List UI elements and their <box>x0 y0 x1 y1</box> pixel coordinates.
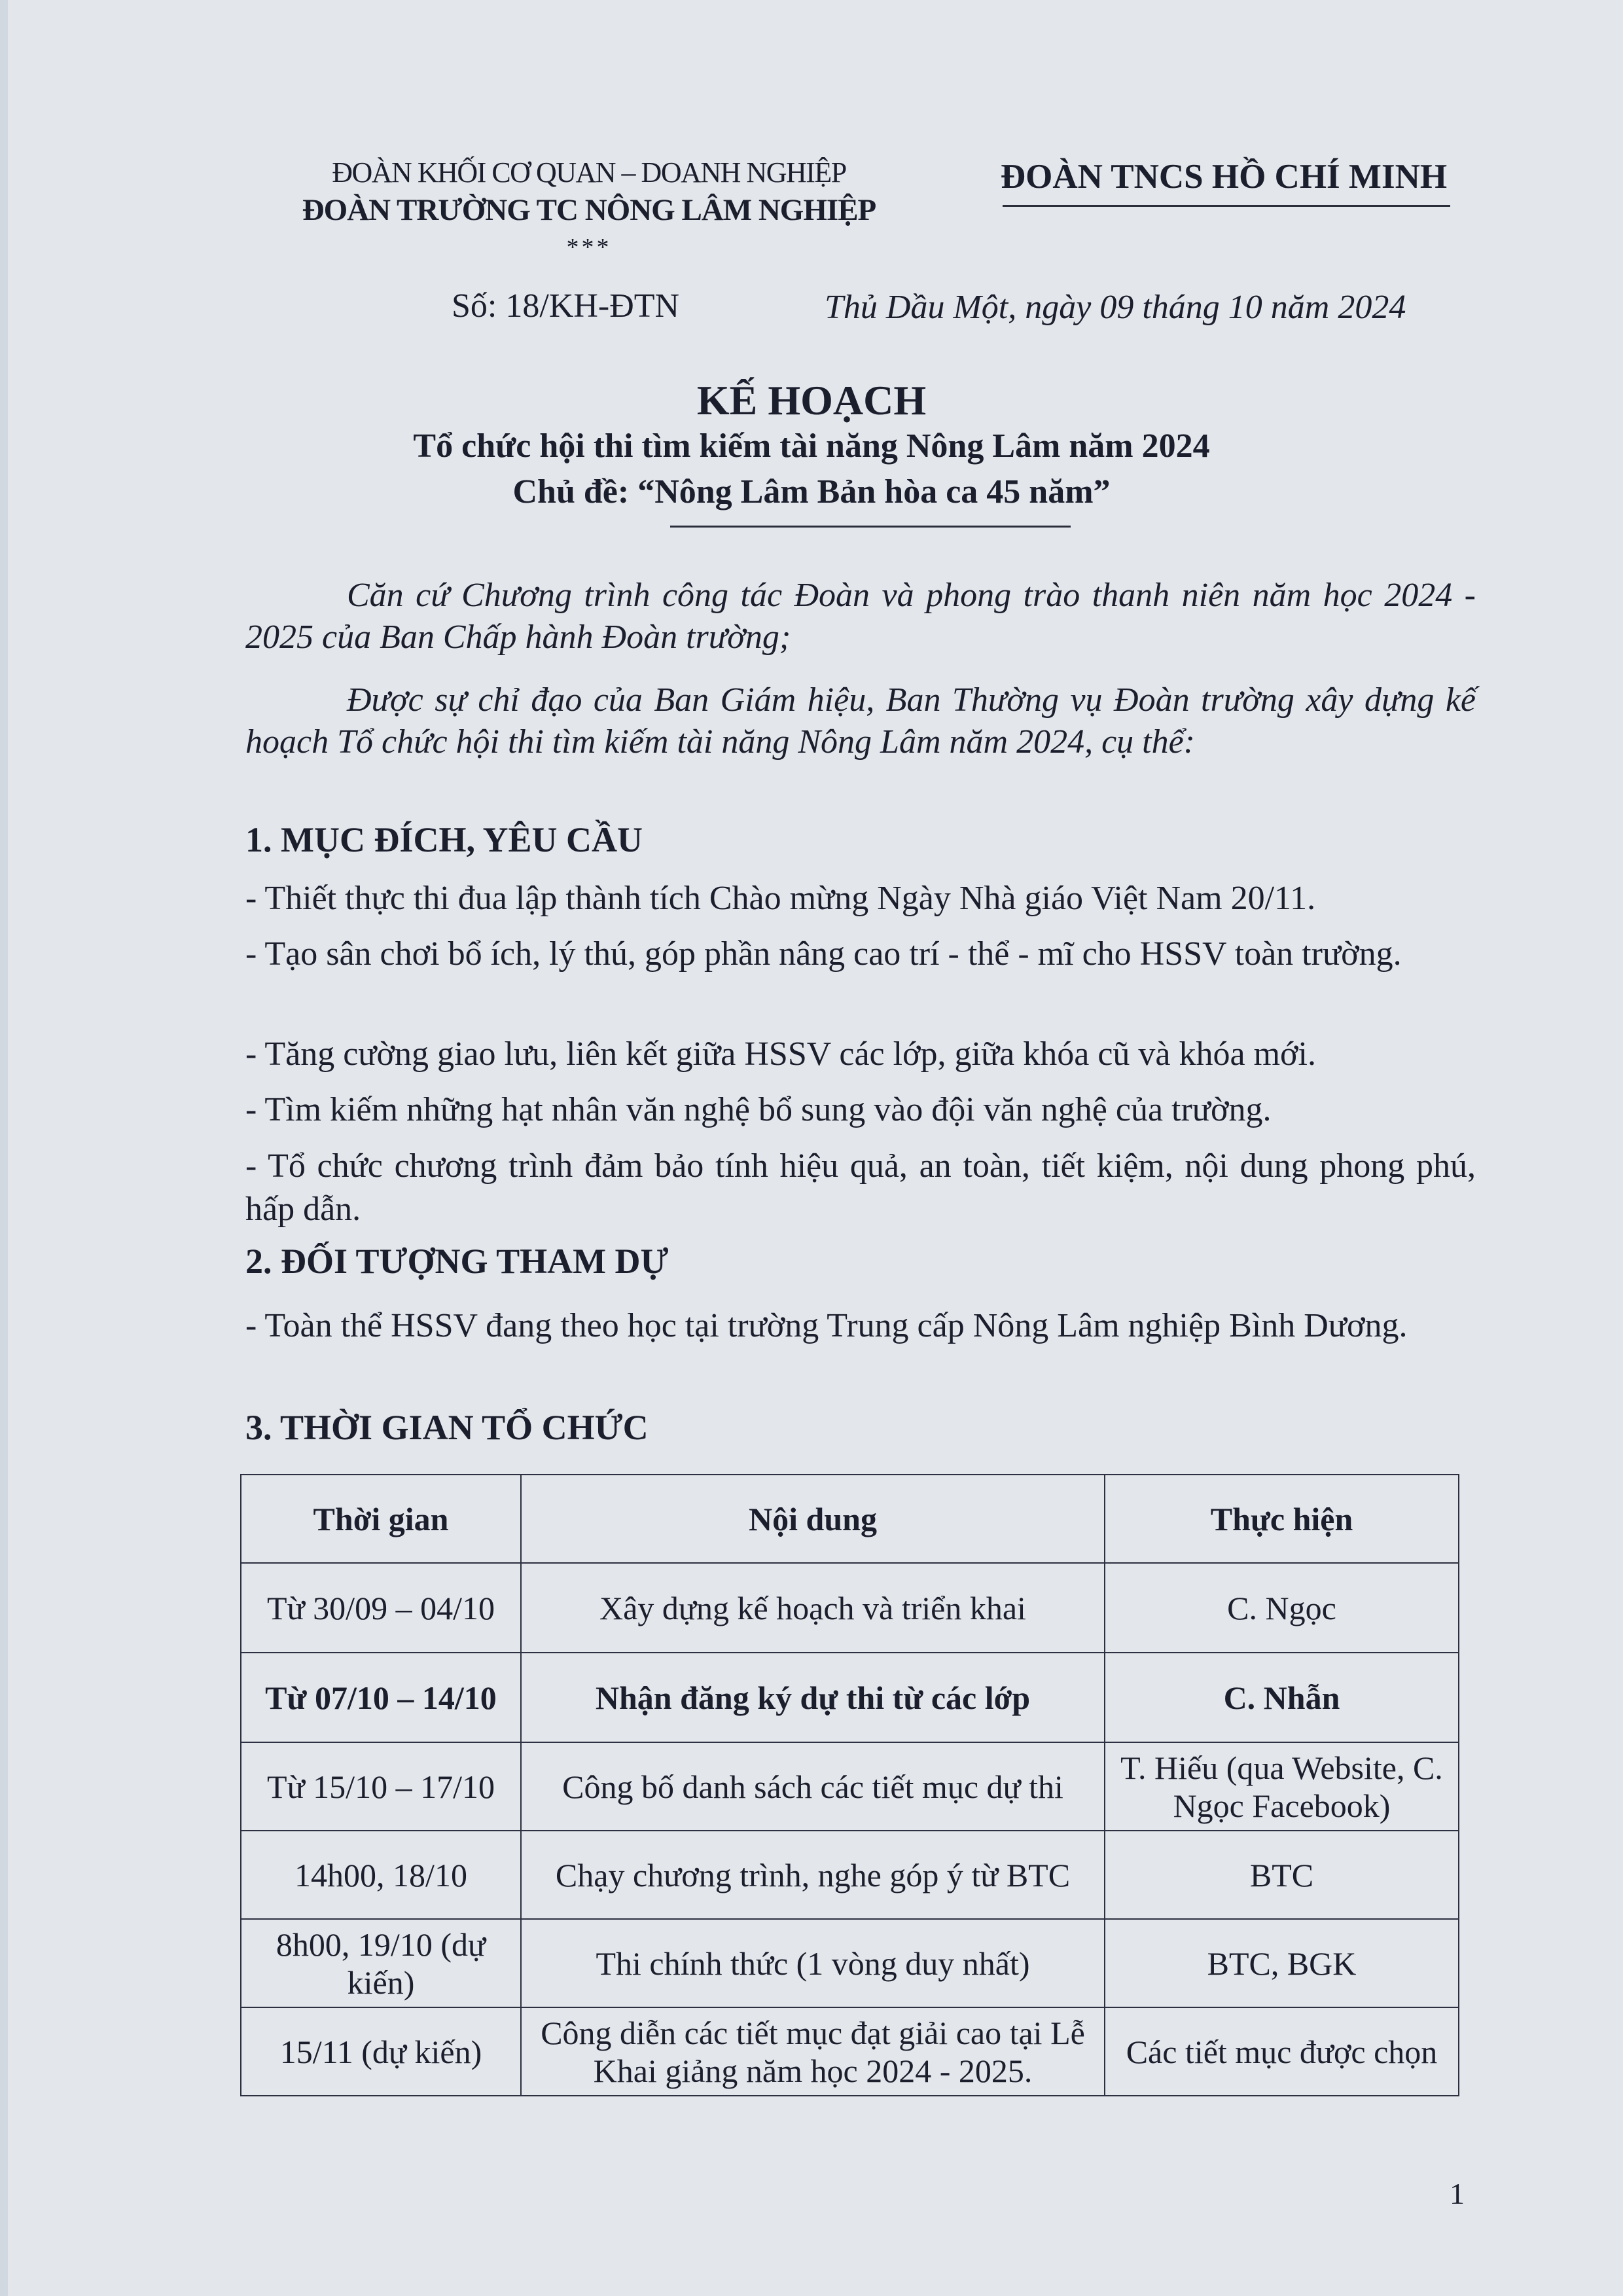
doc-subtitle-2: Chủ đề: “Nông Lâm Bản hòa ca 45 năm” <box>512 473 1111 511</box>
section-1-item: - Thiết thực thi đua lập thành tích Chào mừng Ngày Nhà giáo Việt Nam 20/11. <box>245 880 1316 917</box>
column-header-time: Thời gian <box>241 1475 521 1563</box>
cell-time: 15/11 (dự kiến) <box>241 2007 521 2096</box>
cell-content: Công bố danh sách các tiết mục dự thi <box>521 1742 1105 1831</box>
intro-paragraph-2: Được sự chỉ đạo của Ban Giám hiệu, Ban Thường vụ Đoàn trường xây dựng kế hoạch Tổ chức hội thi tìm kiếm tài năng Nông Lâm năm 2024, cụ thể: <box>245 681 1476 761</box>
cell-responsible: C. Ngọc <box>1105 1563 1459 1653</box>
section-1-item: - Tạo sân chơi bổ ích, lý thú, góp phần nâng cao trí - thể - mĩ cho HSSV toàn trường. <box>245 935 1402 973</box>
cell-content: Công diễn các tiết mục đạt giải cao tại Lễ Khai giảng năm học 2024 - 2025. <box>521 2007 1105 2096</box>
table-row <box>241 1563 1459 1653</box>
section-1-item: - Tăng cường giao lưu, liên kết giữa HSSV các lớp, giữa khóa cũ và khóa mới. <box>245 1035 1316 1073</box>
cell-content: Chạy chương trình, nghe góp ý từ BTC <box>521 1831 1105 1919</box>
table-row <box>241 1742 1459 1831</box>
cell-responsible: BTC, BGK <box>1105 1919 1459 2007</box>
column-header-responsible: Thực hiện <box>1105 1475 1459 1563</box>
cell-content: Xây dựng kế hoạch và triển khai <box>521 1563 1105 1653</box>
doc-subtitle-1: Tổ chức hội thi tìm kiếm tài năng Nông Lâm năm 2024 <box>413 427 1210 465</box>
page-number: 1 <box>1450 2177 1465 2210</box>
cell-content: Thi chính thức (1 vòng duy nhất) <box>521 1919 1105 2007</box>
schedule-table <box>240 1474 1459 2096</box>
cell-responsible: T. Hiếu (qua Website, C. Ngọc Facebook) <box>1105 1742 1459 1831</box>
section-1-item: - Tìm kiếm những hạt nhân văn nghệ bổ sung vào đội văn nghệ của trường. <box>245 1091 1272 1128</box>
doc-number: Số: 18/KH-ĐTN <box>452 287 680 325</box>
cell-responsible: C. Nhẫn <box>1105 1653 1459 1742</box>
cell-time: Từ 30/09 – 04/10 <box>241 1563 521 1653</box>
table-row <box>241 1653 1459 1742</box>
scan-edge <box>0 0 8 2296</box>
title-underline <box>670 526 1071 528</box>
right-header-title: ĐOÀN TNCS HỒ CHÍ MINH <box>1000 158 1448 196</box>
column-header-content: Nội dung <box>521 1475 1105 1563</box>
section-2-heading: 2. ĐỐI TƯỢNG THAM DỰ <box>245 1242 669 1281</box>
cell-time: Từ 07/10 – 14/10 <box>241 1653 521 1742</box>
cell-time: 14h00, 18/10 <box>241 1831 521 1919</box>
table-row <box>241 1919 1459 2007</box>
section-1-item: - Tổ chức chương trình đảm bảo tính hiệu quả, an toàn, tiết kiệm, nội dung phong phú, hấp dẫn. <box>245 1147 1476 1228</box>
table-row <box>241 2007 1459 2096</box>
org-line-2: ĐOÀN TRƯỜNG TC NÔNG LÂM NGHIỆP <box>302 193 876 227</box>
cell-time: 8h00, 19/10 (dự kiến) <box>241 1919 521 2007</box>
table-header-row <box>241 1475 1459 1563</box>
cell-content: Nhận đăng ký dự thi từ các lớp <box>521 1653 1105 1742</box>
org-line-1: ĐOÀN KHỐI CƠ QUAN – DOANH NGHIỆP <box>332 156 846 188</box>
cell-time: Từ 15/10 – 17/10 <box>241 1742 521 1831</box>
doc-title: KẾ HOẠCH <box>696 377 927 423</box>
cell-responsible: Các tiết mục được chọn <box>1105 2007 1459 2096</box>
table-row <box>241 1831 1459 1919</box>
intro-paragraph-1: Căn cứ Chương trình công tác Đoàn và phong trào thanh niên năm học 2024 - 2025 của Ban Chấp hành Đoàn trường; <box>245 577 1476 656</box>
section-3-heading: 3. THỜI GIAN TỔ CHỨC <box>245 1408 649 1447</box>
cell-responsible: BTC <box>1105 1831 1459 1919</box>
place-date: Thủ Dầu Một, ngày 09 tháng 10 năm 2024 <box>825 289 1406 326</box>
right-header-underline <box>1003 205 1450 207</box>
stars-divider: *** <box>566 234 612 261</box>
section-1-heading: 1. MỤC ĐÍCH, YÊU CẦU <box>245 820 643 859</box>
section-2-item: - Toàn thể HSSV đang theo học tại trường Trung cấp Nông Lâm nghiệp Bình Dương. <box>245 1307 1408 1344</box>
